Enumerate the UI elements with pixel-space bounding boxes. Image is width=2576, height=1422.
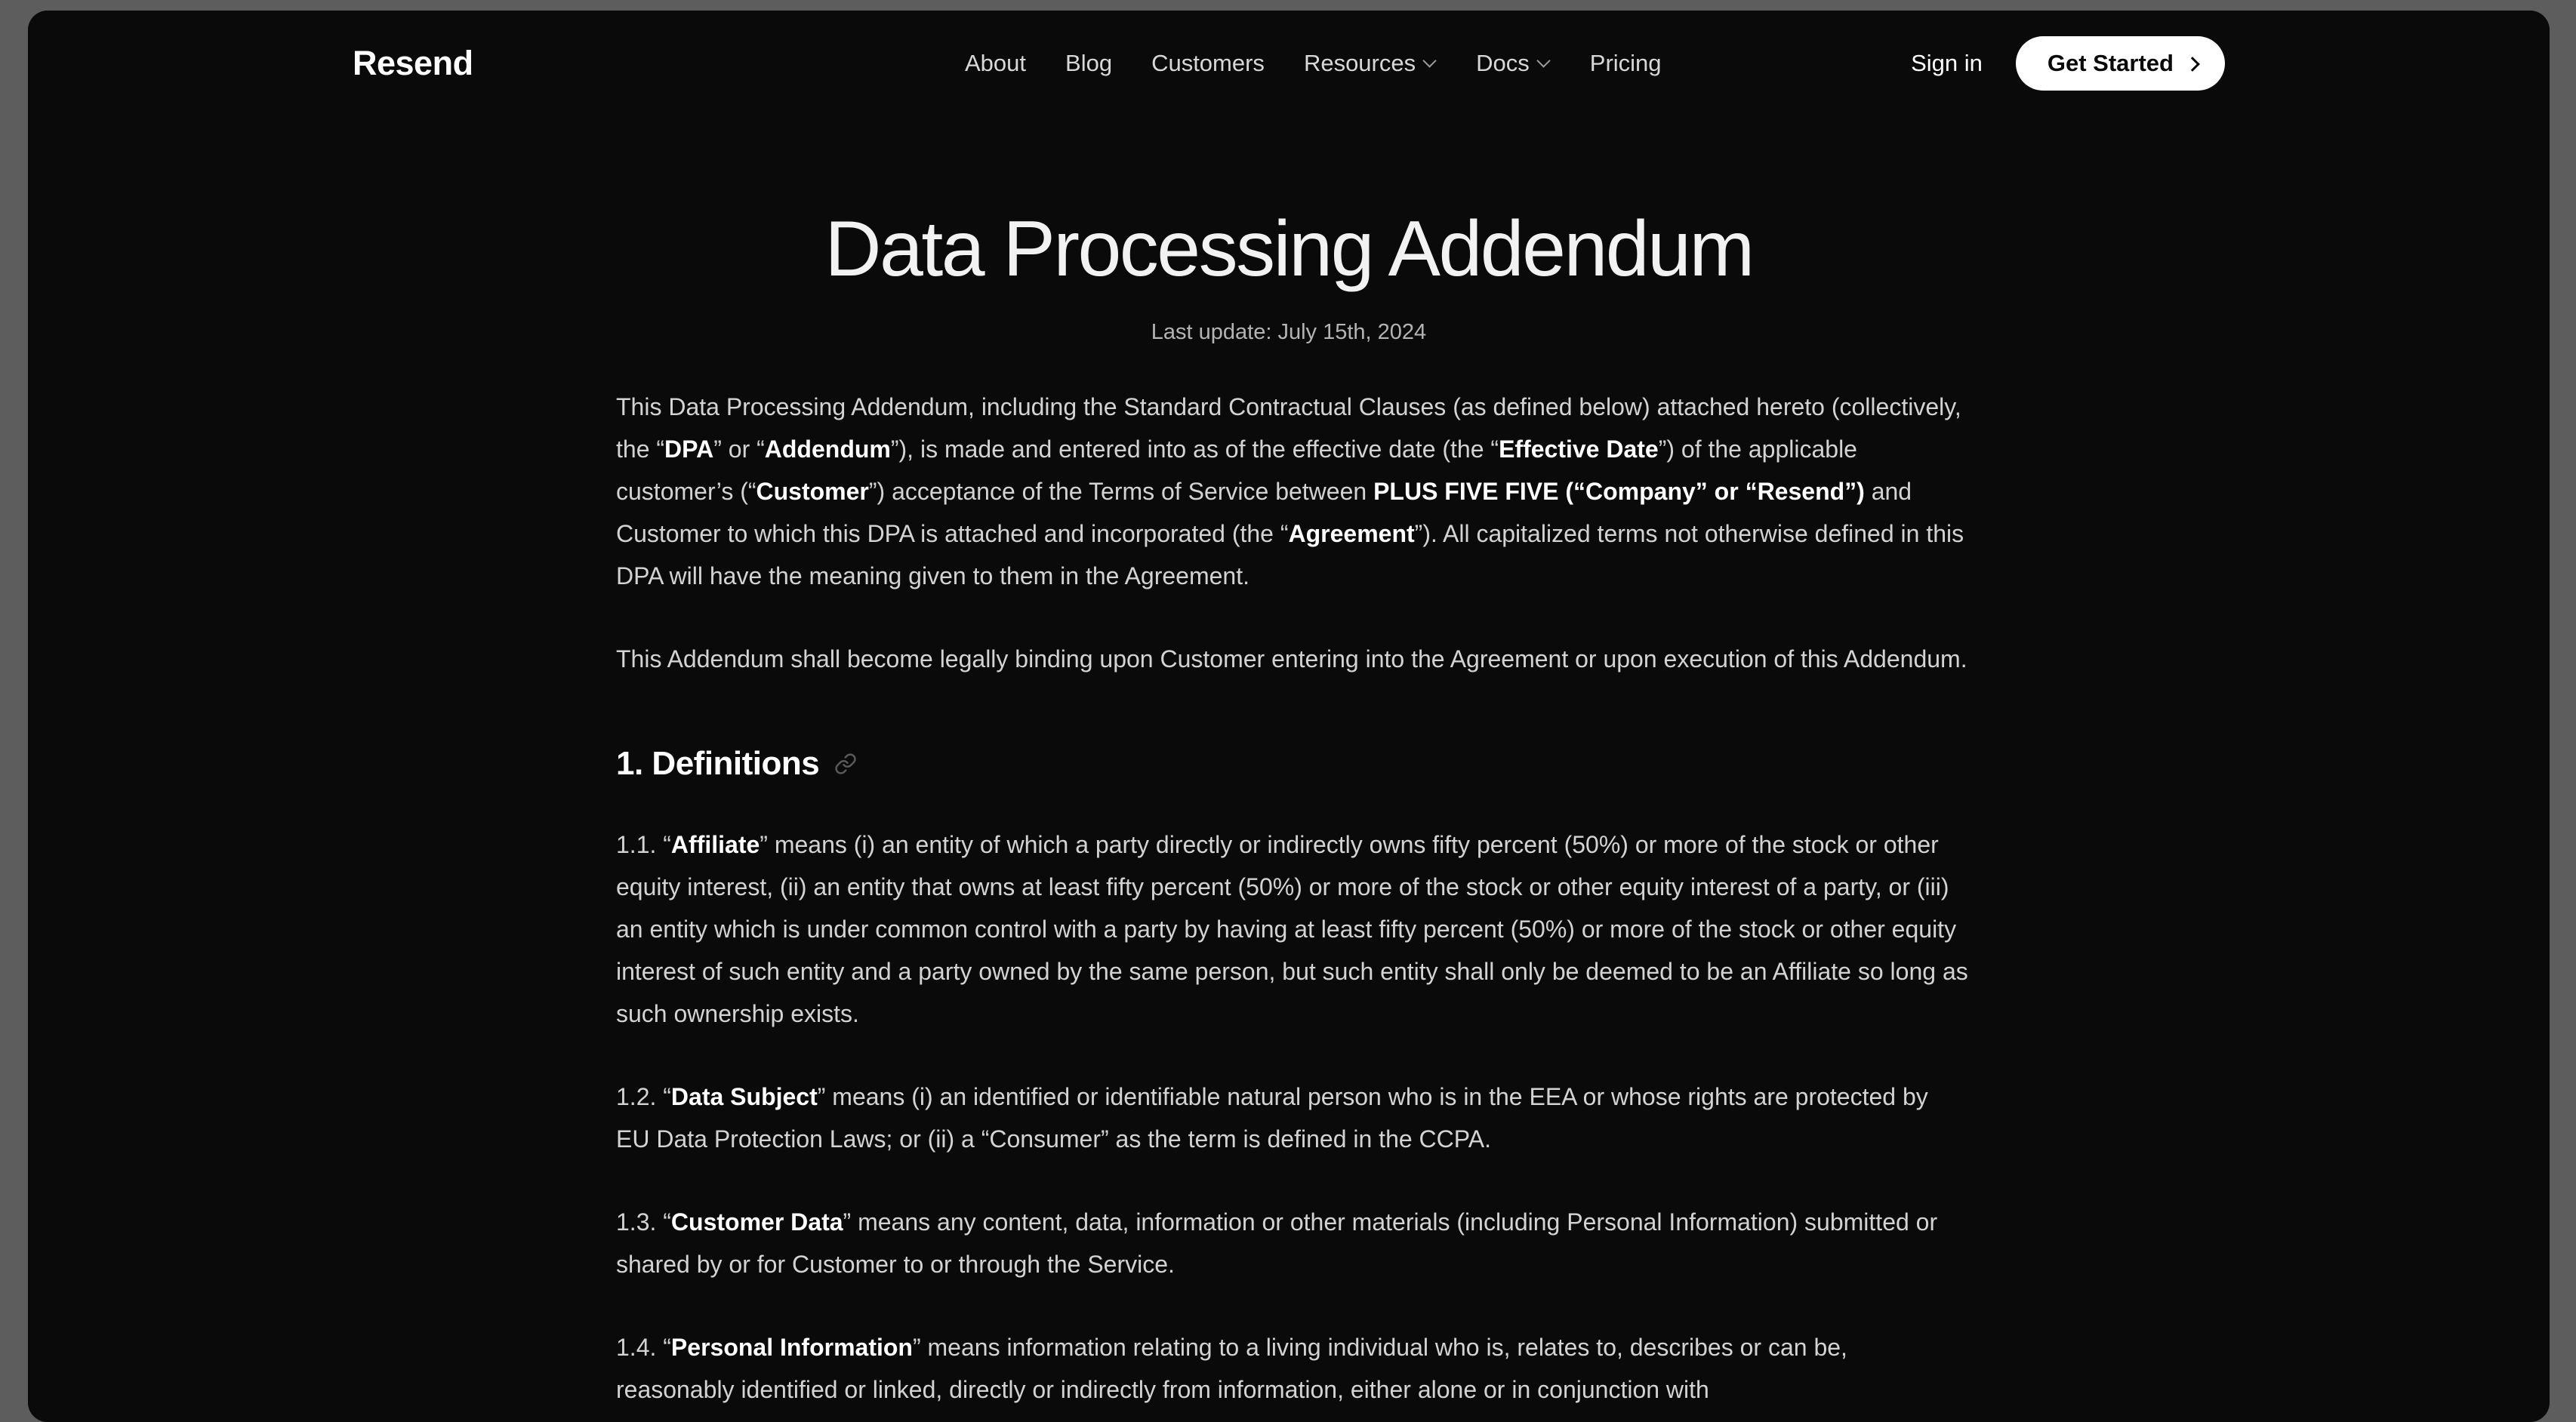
paragraph-text: ” means information relating to a living individual who is, relates to, describes or can be, reasonably identified or linked, directly or indirectly from information, either alone or in conjunction with — [616, 1334, 1847, 1404]
nav-link-docs[interactable] — [1456, 48, 1570, 78]
emphasis-term: Data Subject — [670, 1083, 818, 1111]
arrow-right-icon — [2187, 57, 2199, 69]
intro-paragraph-1 — [616, 386, 1968, 597]
last-update-text: Last update: July 15th, 2024 — [1151, 320, 1427, 345]
paragraph-text: ” means (i) an entity of which a party directly or indirectly owns fifty percent (50%) or more of the stock or other equity interest, (ii) an entity that owns at least fifty percent (50%) or more of the stock or other equity interest of a party, or (iii) an entity which is under common control with a party by having at least fifty percent (50%) or more of the stock or other equity interest of such entity and a party owned by the same person, but such entity shall only be deemed to be an Affiliate so long as such ownership exists. — [616, 831, 1968, 1028]
nav-link-label: Customers — [1151, 50, 1265, 76]
definition-paragraph — [616, 1076, 1968, 1160]
section-heading-label: 1. Definitions — [616, 745, 820, 783]
nav-link-label: Pricing — [1589, 50, 1662, 76]
emphasis-term: Customer Data — [670, 1208, 843, 1236]
paragraph-text: and Customer to which this DPA is attached and incorporated (the “ — [616, 478, 1912, 548]
nav-link-label: Resources — [1303, 50, 1416, 76]
nav-link-customers[interactable] — [1132, 48, 1284, 78]
sign-in-link[interactable]: Sign in — [1911, 50, 1983, 76]
nav-link-resources[interactable] — [1284, 48, 1456, 78]
anchor-link-icon[interactable] — [834, 753, 857, 775]
emphasis-term: Addendum — [764, 436, 891, 463]
paragraph-text: 1.1. “ — [616, 831, 671, 859]
nav-link-label: Docs — [1476, 50, 1530, 76]
paragraph-text: ” means (i) an identified or identifiable natural person who is in the EEA or whose rights are protected by EU Data Protection Laws; or (ii) a “Consumer” as the term is defined in the CCPA. — [616, 1083, 1928, 1153]
get-started-label: Get Started — [2047, 50, 2174, 76]
emphasis-term: Effective Date — [1499, 436, 1659, 463]
paragraph-text: ”). All capitalized terms not otherwise defined in this DPA will have the meaning given to them in the Agreement. — [616, 520, 1964, 590]
emphasis-term: Customer — [756, 478, 869, 506]
chevron-down-icon — [1423, 54, 1437, 68]
paragraph-text: 1.2. “ — [616, 1083, 671, 1111]
paragraph-text: ”) acceptance of the Terms of Service between — [868, 478, 1374, 506]
definitions-list — [616, 823, 1968, 1411]
nav-actions — [1911, 36, 2225, 91]
intro-paragraph-2: This Addendum shall become legally binding upon Customer entering into the Agreement or upon execution of this Addendum. — [616, 645, 1967, 673]
emphasis-term: Affiliate — [670, 831, 760, 859]
top-navigation — [28, 11, 2550, 130]
page-root — [28, 11, 2550, 1422]
paragraph-text: This Data Processing Addendum, including the Standard Contractual Clauses (as defined below) attached hereto (collectively, the “ — [616, 393, 1961, 463]
browser-window — [28, 11, 2550, 1422]
paragraph-text: ”) of the applicable customer’s (“ — [616, 436, 1857, 506]
paragraph-text: 1.4. “ — [616, 1334, 671, 1362]
get-started-button[interactable] — [2016, 36, 2225, 91]
nav-link-about[interactable] — [945, 48, 1046, 78]
document-body — [609, 386, 1968, 1411]
nav-link-label: About — [965, 50, 1027, 76]
paragraph-text: ”), is made and entered into as of the effective date (the “ — [890, 436, 1499, 463]
emphasis-term: Agreement — [1288, 520, 1415, 548]
nav-link-pricing[interactable] — [1570, 48, 1681, 78]
document-content — [609, 130, 1968, 1411]
chevron-down-icon — [1537, 54, 1551, 68]
definition-paragraph — [616, 1201, 1968, 1285]
paragraph-text: ” means any content, data, information or other materials (including Personal Information) submitted or shared by or for Customer to or through the Service. — [616, 1208, 1938, 1279]
emphasis-term: Personal Information — [670, 1334, 913, 1362]
nav-link-blog[interactable] — [1046, 48, 1132, 78]
paragraph-text: 1.3. “ — [616, 1208, 671, 1236]
nav-link-label: Blog — [1065, 50, 1113, 76]
emphasis-term: DPA — [664, 436, 714, 463]
definition-paragraph — [616, 823, 1968, 1035]
site-logo[interactable]: Resend — [353, 44, 473, 82]
page-title: Data Processing Addendum — [824, 205, 1753, 293]
nav-links — [945, 48, 1681, 78]
definition-paragraph — [616, 1326, 1968, 1411]
paragraph-text: ” or “ — [713, 436, 765, 463]
section-heading-definitions — [616, 745, 1968, 783]
emphasis-term: PLUS FIVE FIVE (“Company” or “Resend”) — [1373, 478, 1865, 506]
